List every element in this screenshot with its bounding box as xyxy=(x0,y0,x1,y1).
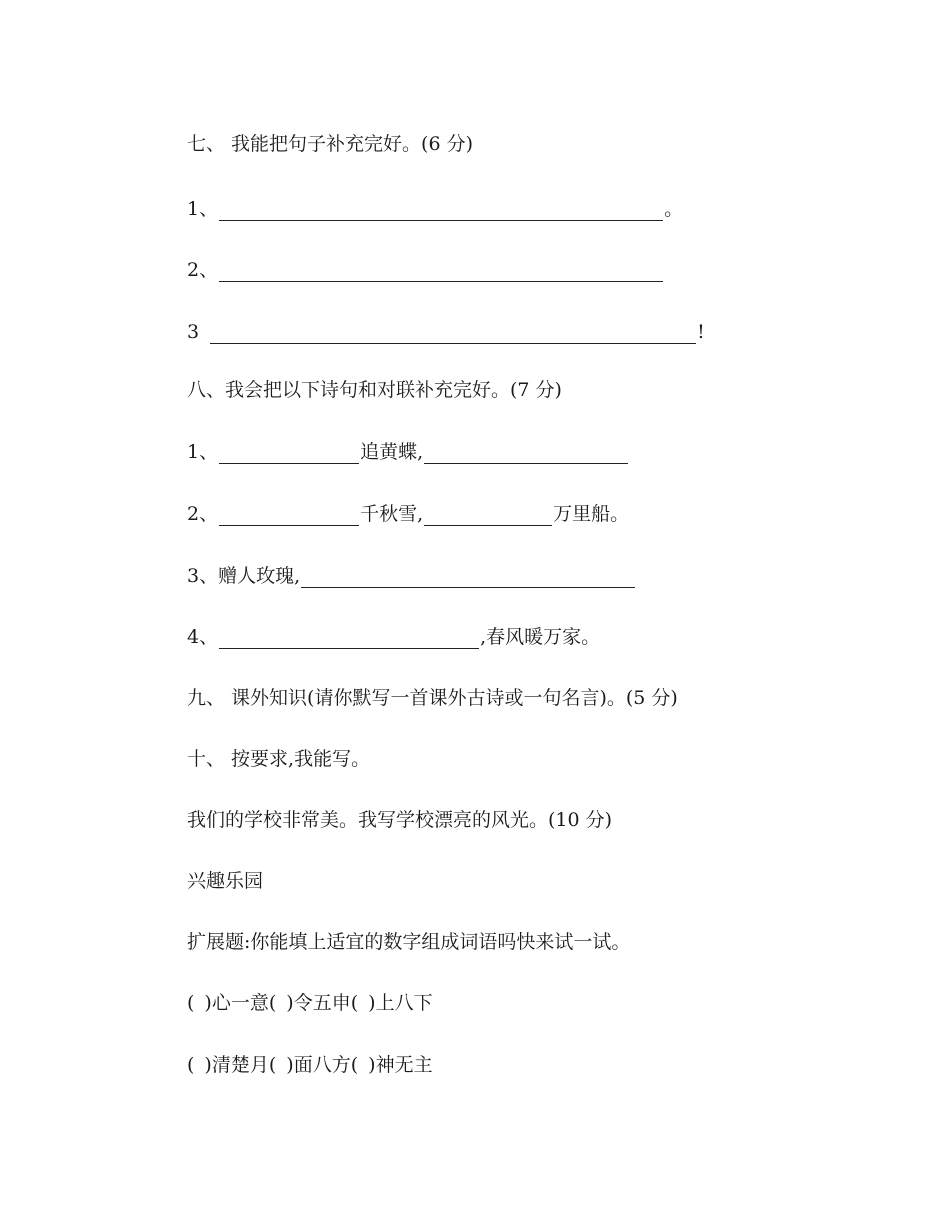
section8-line-4: 4、 ,春风暖万家。 xyxy=(187,626,601,648)
section7-title: 七、 我能把句子补充完好。(6 分) xyxy=(187,133,473,155)
section7-item-2: 2、 xyxy=(187,258,664,282)
answer-blank-7-2[interactable] xyxy=(219,263,663,282)
answer-blank-7-3[interactable] xyxy=(210,325,696,344)
fun-heading: 兴趣乐园 xyxy=(187,870,264,892)
section8-line-1: 1、 追黄蝶, xyxy=(187,440,629,464)
poem-blank-1a[interactable] xyxy=(219,445,359,464)
section9-title: 九、 课外知识(请你默写一首课外古诗或一句名言)。(5 分) xyxy=(187,687,678,709)
poem-blank-4[interactable] xyxy=(219,630,479,649)
poem-blank-3[interactable] xyxy=(301,569,635,588)
section8-title: 八、我会把以下诗句和对联补充完好。(7 分) xyxy=(187,379,562,401)
idiom-row-1: ( ) 心一意 ( ) 令五申 ( ) 上八下 xyxy=(187,992,433,1014)
poem-blank-2a[interactable] xyxy=(219,507,359,526)
section10-title: 十、 按要求,我能写。 xyxy=(187,748,371,770)
idiom-row-2: ( ) 清楚月 ( ) 面八方 ( ) 神无主 xyxy=(187,1054,433,1076)
section10-prompt: 我们的学校非常美。我写学校漂亮的风光。(10 分) xyxy=(187,809,613,831)
section7-item-3: 3 ! xyxy=(187,321,705,343)
section7-item-1: 1、 。 xyxy=(187,198,684,220)
poem-blank-2b[interactable] xyxy=(424,507,552,526)
poem-blank-1b[interactable] xyxy=(424,445,628,464)
section8-line-2: 2、 千秋雪, 万里船。 xyxy=(187,503,630,525)
answer-blank-7-1[interactable] xyxy=(219,202,663,221)
section8-line-3: 3、赠人玫瑰, xyxy=(187,564,636,588)
fun-intro: 扩展题:你能填上适宜的数字组成词语吗快来试一试。 xyxy=(187,931,631,953)
